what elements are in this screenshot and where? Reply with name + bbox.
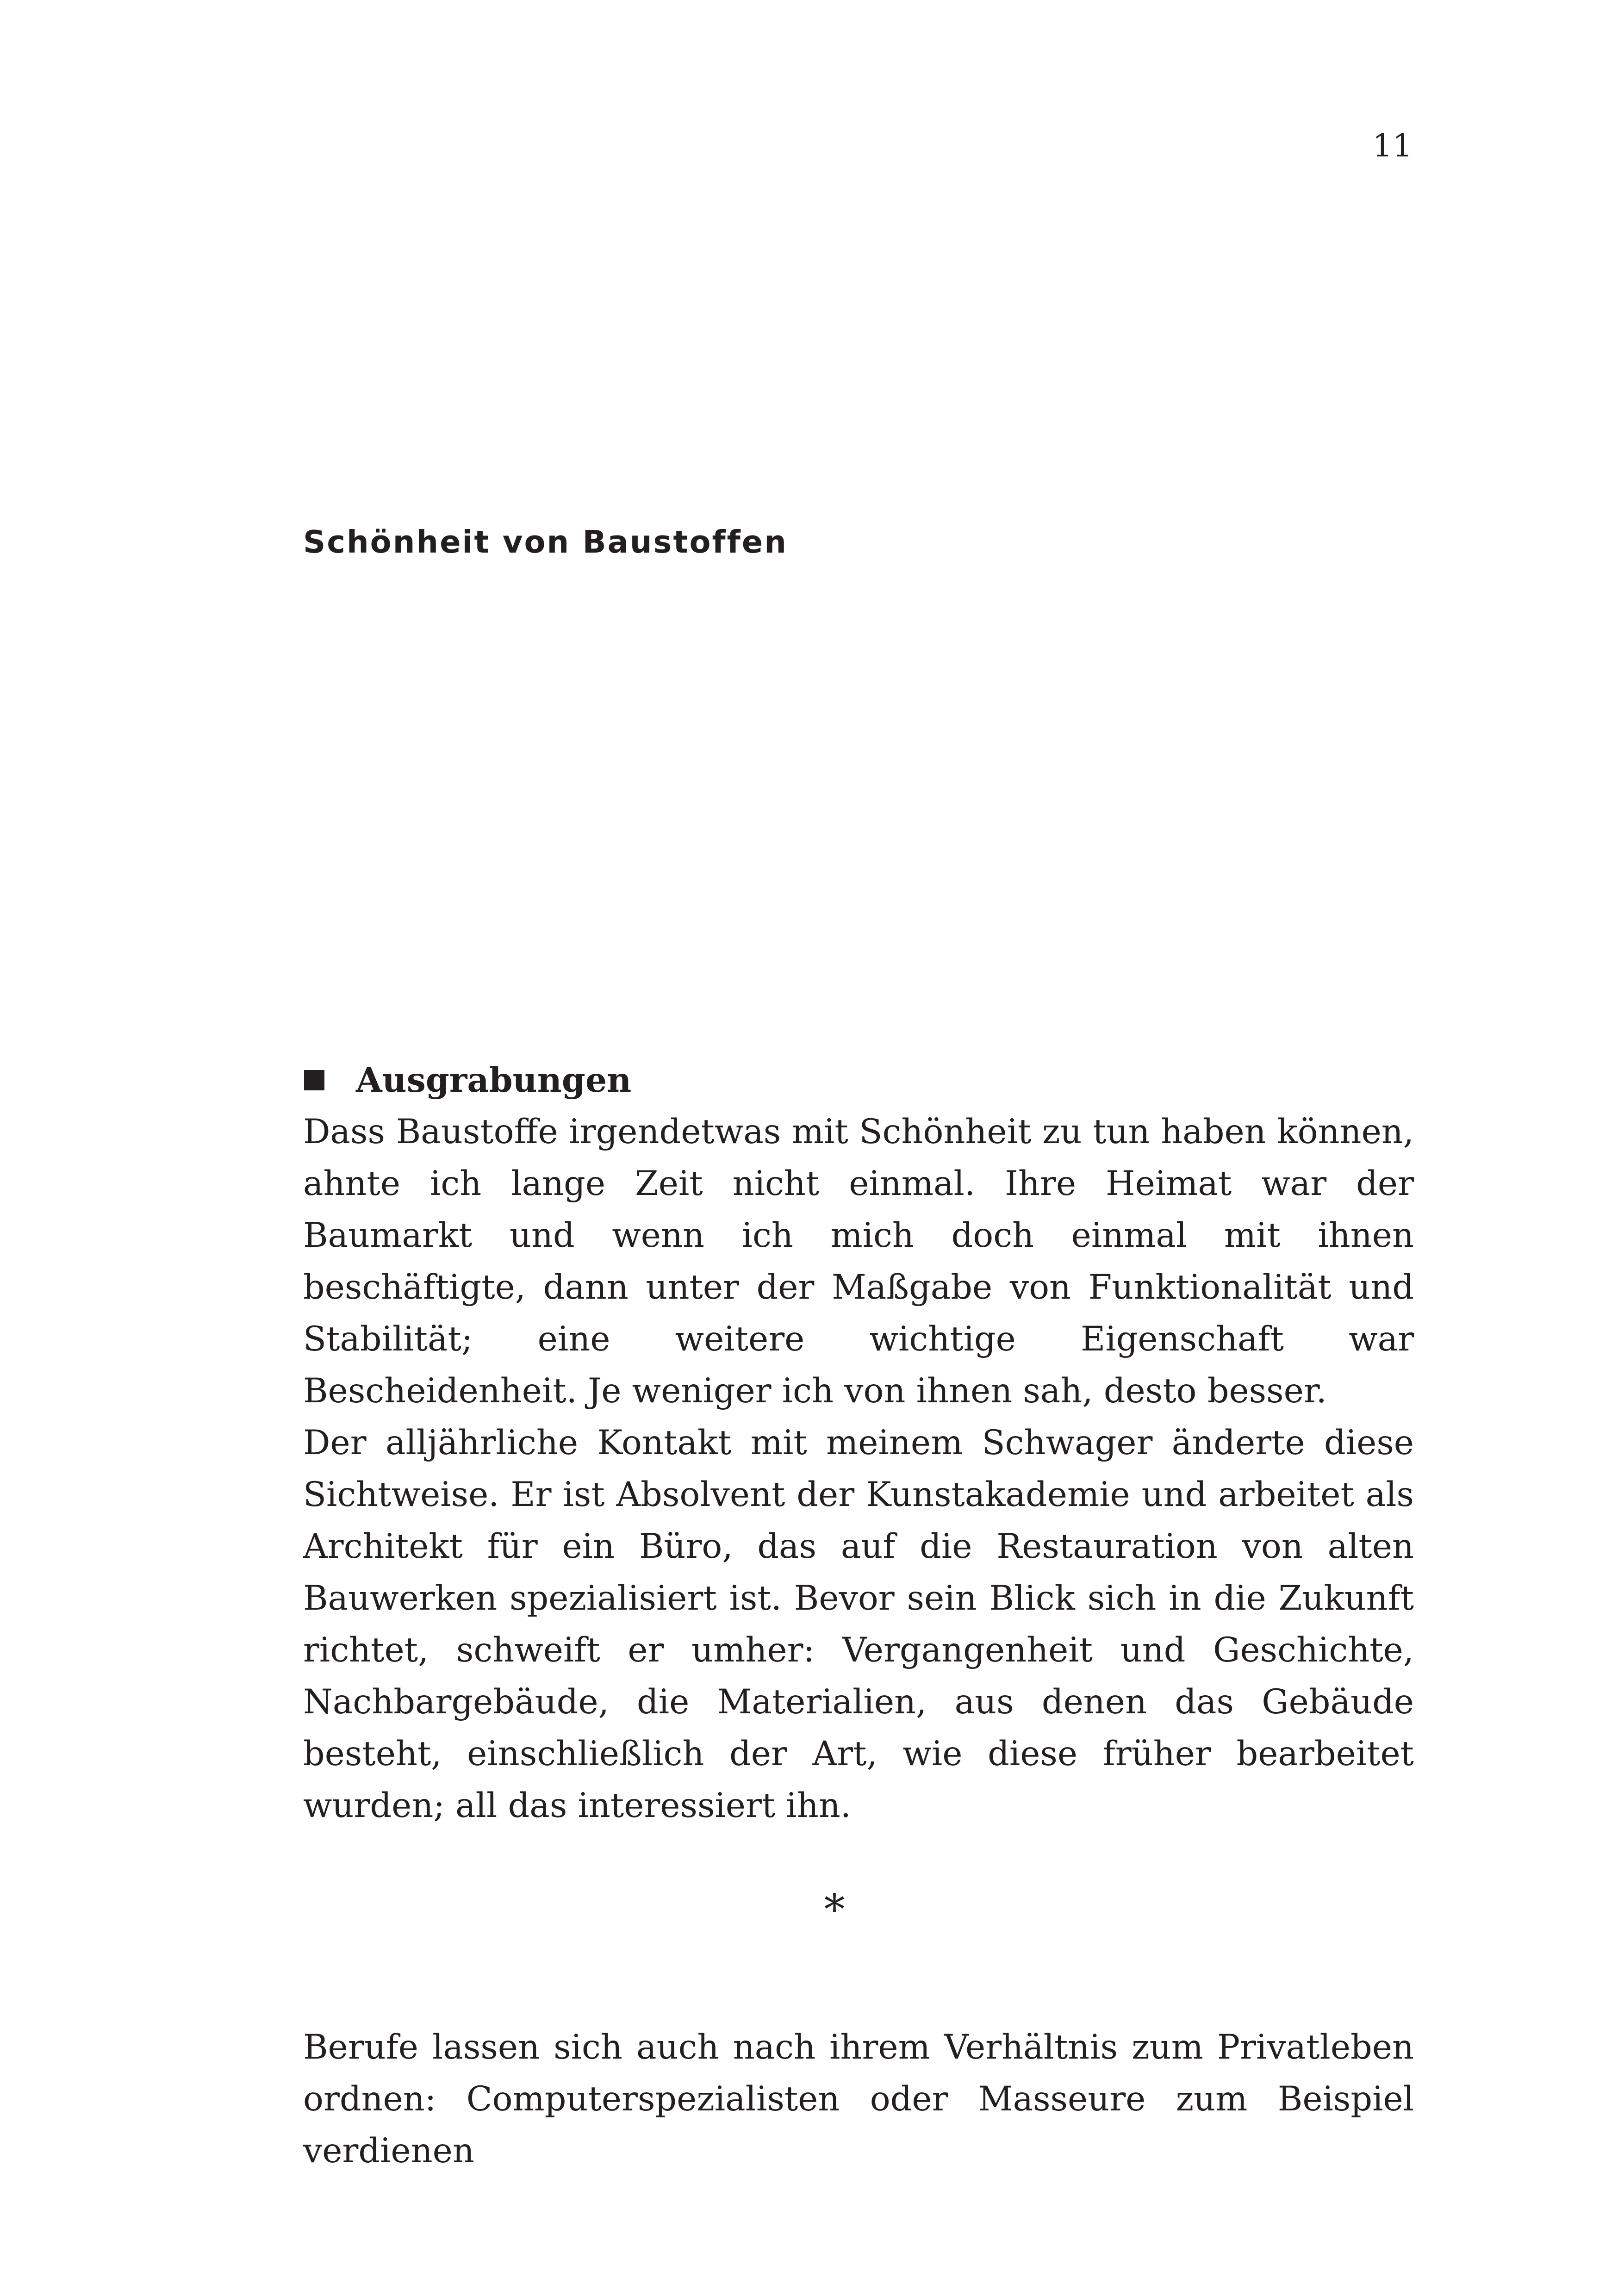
section-separator: * — [824, 1885, 845, 1934]
section-heading — [303, 1054, 1414, 1106]
body-paragraph: Berufe lassen sich auch nach ihrem Verhältnis zum Privatleben ordnen: Computerspezialisten oder Masseure zum Beispiel verdienen — [303, 2028, 1414, 2171]
section-heading-text: Ausgrabungen — [356, 1060, 632, 1100]
body-paragraph: Der alljährliche Kontakt mit meinem Schwager änderte diese Sichtweise. Er ist Absolvent der Kunstakademie und arbeitet als Architekt für ein Büro, das auf die Restauration von alten Bauwerken spezialisiert ist. Bevor sein Blick sich in die Zukunft richtet, schweift er umher: Vergangenheit und Geschichte, Nachbargebäude, die Materialien, aus denen das Gebäude besteht, einschließlich der Art, wie diese früher bearbeitet wurden; all das interessiert ihn. — [303, 1423, 1414, 1825]
chapter-title: Schönheit von Baustoffen — [303, 524, 788, 560]
square-bullet-icon — [304, 1070, 324, 1090]
body-paragraph: Dass Baustoffe irgendetwas mit Schönheit zu tun haben können, ahnte ich lange Zeit nicht einmal. Ihre Heimat war der Baumarkt und wenn ich mich doch einmal mit ihnen beschäftigte, dann unter der Maßgabe von Funktionalität und Stabilität; eine weitere wichtige Eigenschaft war Bescheidenheit. Je weniger ich von ihnen sah, desto besser. — [303, 1112, 1414, 1411]
page-number: 11 — [1372, 128, 1413, 164]
continuation-block — [303, 2022, 1414, 2177]
section-block — [303, 1054, 1414, 1832]
